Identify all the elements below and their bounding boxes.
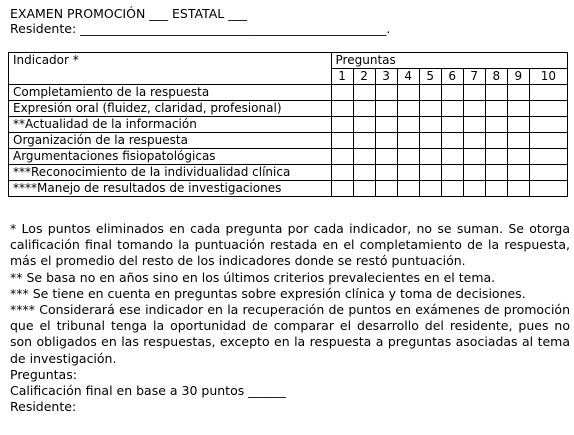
score-cell[interactable]: [463, 165, 485, 181]
score-cell[interactable]: [529, 149, 567, 165]
score-cell[interactable]: [529, 133, 567, 149]
score-cell[interactable]: [331, 101, 353, 117]
score-cell[interactable]: [331, 165, 353, 181]
exam-type-line: EXAMEN PROMOCIÓN ___ ESTATAL ___: [10, 6, 247, 21]
score-cell[interactable]: [397, 181, 419, 197]
score-cell[interactable]: [419, 165, 441, 181]
question-number: 4: [397, 69, 419, 85]
score-cell[interactable]: [331, 85, 353, 101]
score-cell[interactable]: [485, 85, 507, 101]
score-cell[interactable]: [441, 149, 463, 165]
question-number: 6: [441, 69, 463, 85]
score-cell[interactable]: [485, 101, 507, 117]
score-cell[interactable]: [463, 85, 485, 101]
indicator-label: **Actualidad de la información: [9, 117, 332, 133]
question-number: 10: [529, 69, 567, 85]
notes-section: [10, 221, 570, 415]
score-cell[interactable]: [419, 181, 441, 197]
indicator-row: [9, 101, 568, 117]
score-cell[interactable]: [331, 149, 353, 165]
score-cell[interactable]: [441, 85, 463, 101]
question-number: 7: [463, 69, 485, 85]
score-cell[interactable]: [353, 165, 375, 181]
indicator-label: Completamiento de la respuesta: [9, 85, 332, 101]
score-cell[interactable]: [375, 117, 397, 133]
note-research: **** Considerará ese indicador en la recuperación de puntos en exámenes de promoción que el tribunal tenga la oportunidad de comparar el desarrollo del residente, pues no son obligados en las respuestas, excepto en la respuesta a preguntas asociadas al tema de investigación.: [10, 302, 570, 366]
score-cell[interactable]: [485, 181, 507, 197]
questions-line: Preguntas:: [10, 366, 77, 382]
score-cell[interactable]: [529, 85, 567, 101]
score-cell[interactable]: [331, 181, 353, 197]
score-cell[interactable]: [485, 133, 507, 149]
score-cell[interactable]: [397, 101, 419, 117]
evaluation-table: [8, 52, 568, 197]
score-cell[interactable]: [375, 133, 397, 149]
score-cell[interactable]: [507, 133, 529, 149]
indicator-row: [9, 85, 568, 101]
score-cell[interactable]: [463, 133, 485, 149]
score-cell[interactable]: [353, 117, 375, 133]
indicator-row: [9, 149, 568, 165]
score-cell[interactable]: [397, 117, 419, 133]
score-cell[interactable]: [463, 101, 485, 117]
score-cell[interactable]: [353, 133, 375, 149]
score-cell[interactable]: [463, 181, 485, 197]
score-cell[interactable]: [529, 101, 567, 117]
score-cell[interactable]: [353, 85, 375, 101]
question-number: 3: [375, 69, 397, 85]
score-cell[interactable]: [331, 117, 353, 133]
score-cell[interactable]: [485, 117, 507, 133]
indicator-row: [9, 117, 568, 133]
score-cell[interactable]: [375, 149, 397, 165]
score-cell[interactable]: [419, 149, 441, 165]
score-cell[interactable]: [507, 165, 529, 181]
score-cell[interactable]: [507, 181, 529, 197]
score-cell[interactable]: [397, 165, 419, 181]
indicator-row: [9, 133, 568, 149]
resident-line: Residente: _________________________________________________.: [10, 21, 391, 36]
score-cell[interactable]: [397, 133, 419, 149]
indicator-row: [9, 165, 568, 181]
score-cell[interactable]: [507, 117, 529, 133]
question-number: 2: [353, 69, 375, 85]
score-cell[interactable]: [375, 101, 397, 117]
indicator-label: Argumentaciones fisiopatológicas: [9, 149, 332, 165]
score-cell[interactable]: [529, 165, 567, 181]
final-grade-line: Calificación final en base a 30 puntos ______: [10, 383, 286, 399]
score-cell[interactable]: [463, 149, 485, 165]
resident-signature-line: Residente:: [10, 399, 77, 415]
score-cell[interactable]: [485, 149, 507, 165]
question-number: 8: [485, 69, 507, 85]
score-cell[interactable]: [419, 85, 441, 101]
score-cell[interactable]: [331, 133, 353, 149]
score-cell[interactable]: [441, 181, 463, 197]
question-number: 5: [419, 69, 441, 85]
score-cell[interactable]: [507, 101, 529, 117]
indicator-label: Expresión oral (fluidez, claridad, profesional): [9, 101, 332, 117]
score-cell[interactable]: [419, 117, 441, 133]
score-cell[interactable]: [375, 165, 397, 181]
indicator-row: [9, 181, 568, 197]
score-cell[interactable]: [419, 101, 441, 117]
score-cell[interactable]: [485, 165, 507, 181]
score-cell[interactable]: [375, 85, 397, 101]
indicator-label: ***Reconocimiento de la individualidad clínica: [9, 165, 332, 181]
score-cell[interactable]: [353, 181, 375, 197]
score-cell[interactable]: [507, 85, 529, 101]
score-cell[interactable]: [353, 149, 375, 165]
score-cell[interactable]: [507, 149, 529, 165]
score-cell[interactable]: [529, 117, 567, 133]
indicator-label: Organización de la respuesta: [9, 133, 332, 149]
score-cell[interactable]: [353, 101, 375, 117]
score-cell[interactable]: [397, 85, 419, 101]
question-number: 9: [507, 69, 529, 85]
score-cell[interactable]: [441, 117, 463, 133]
indicator-label: ****Manejo de resultados de investigaciones: [9, 181, 332, 197]
note-clinical: *** Se tiene en cuenta en preguntas sobre expresión clínica y toma de decisiones.: [10, 285, 526, 301]
question-number: 1: [331, 69, 353, 85]
note-currency: ** Se basa no en años sino en los últimos criterios prevalecientes en el tema.: [10, 269, 496, 285]
score-cell[interactable]: [463, 117, 485, 133]
note-scoring: * Los puntos eliminados en cada pregunta por cada indicador, no se suman. Se otorga calificación final tomando la puntuación restada en el completamiento de la respuesta, más el promedio del resto de los indicadores donde se restó puntuación.: [10, 221, 570, 269]
questions-header: Preguntas: [331, 53, 567, 69]
indicator-header: Indicador *: [9, 53, 332, 85]
score-cell[interactable]: [441, 165, 463, 181]
score-cell[interactable]: [397, 149, 419, 165]
score-cell[interactable]: [375, 181, 397, 197]
score-cell[interactable]: [419, 133, 441, 149]
score-cell[interactable]: [441, 133, 463, 149]
score-cell[interactable]: [441, 101, 463, 117]
score-cell[interactable]: [529, 181, 567, 197]
